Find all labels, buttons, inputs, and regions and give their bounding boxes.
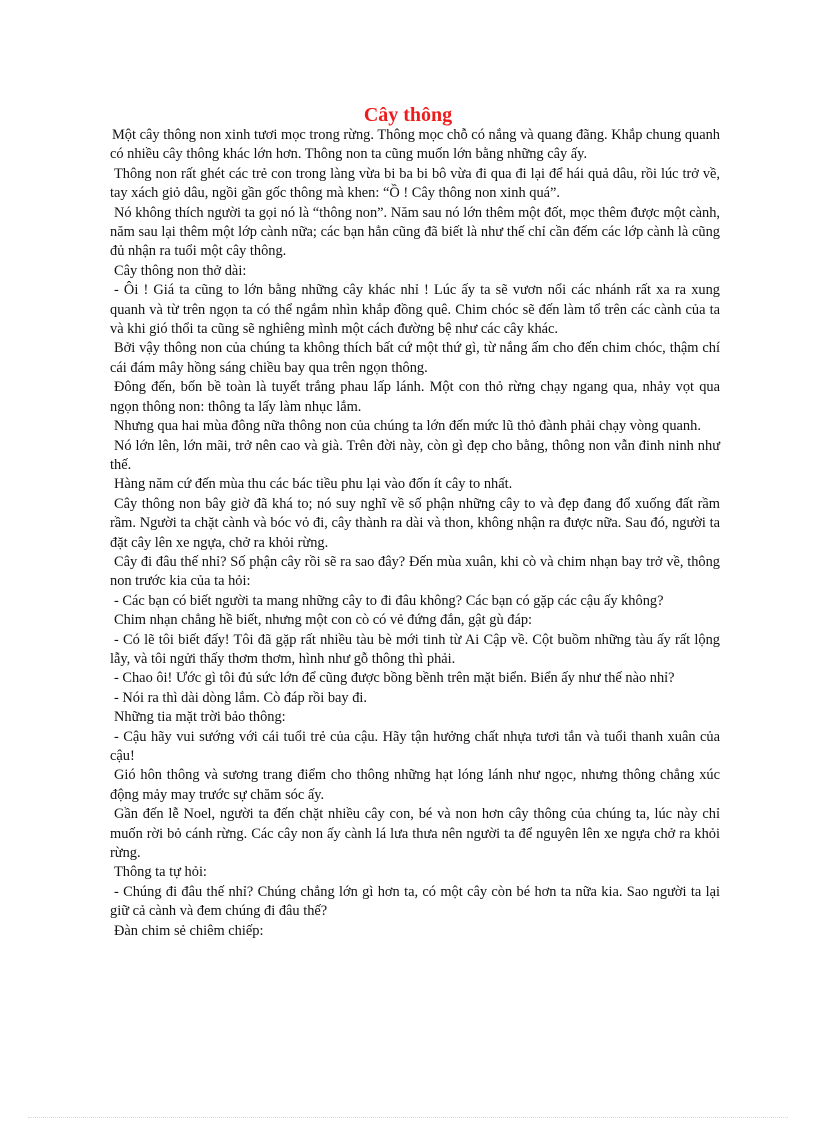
paragraph: Đàn chim sẻ chiêm chiếp: — [114, 922, 264, 939]
paragraph: Thông non rất ghét các trẻ con trong làng vừa bi ba bi bô vừa đi qua đi lại để hái quả dâu, rồi lúc trở về, tay xách giỏ dâu, ngồi gần gốc thông mà khen: “Ồ ! Cây thông non xinh quá”. — [110, 165, 720, 202]
paragraph: Nó lớn lên, lớn mãi, trở nên cao và già. Trên đời này, còn gì đẹp cho bằng, thông non vẫn đinh ninh như thế. — [110, 437, 720, 473]
paragraph: - Cậu hãy vui sướng với cái tuổi trẻ của cậu. Hãy tận hưởng chất nhựa tươi tắn và tuổi thanh xuân của cậu! — [110, 728, 720, 764]
page-bottom-divider — [28, 1117, 788, 1118]
paragraph: - Ôi ! Giá ta cũng to lớn bằng những cây khác nhỉ ! Lúc ấy ta sẽ vươn nổi các nhánh rất xa ra xung quanh và từ trên ngọn ta có thể ngắm nhìn khắp đồng quê. Chim chóc sẽ đến làm tổ trên các cành của ta và khi gió thổi ta cũng sẽ nghiêng mình một cách đường bệ như các cây khác. — [110, 282, 720, 338]
paragraph: - Chao ôi! Ước gì tôi đủ sức lớn để cũng được bồng bềnh trên mặt biển. Biển ấy như thế nào nhỉ? — [114, 670, 675, 687]
document-title: Cây thông — [363, 104, 453, 126]
paragraph: Cây đi đâu thế nhỉ? Số phận cây rồi sẽ ra sao đây? Đến mùa xuân, khi cò và chim nhạn bay trở về, thông non trước kia của ta hỏi: — [110, 553, 720, 590]
paragraph: Đông đến, bốn bề toàn là tuyết trắng phau lấp lánh. Một con thỏ rừng chạy ngang qua, nhảy vọt qua ngọn thông non: thông ta lấy làm nhục lắm. — [110, 379, 720, 415]
paragraph: Cây thông non thở dài: — [114, 262, 247, 279]
paragraph: - Nói ra thì dài dòng lắm. Cò đáp rồi bay đi. — [114, 689, 367, 706]
paragraph: Gió hôn thông và sương trang điểm cho thông những hạt lóng lánh như ngọc, nhưng thông chẳng xúc động mảy may trước sự chăm sóc ấy. — [110, 767, 720, 803]
paragraph: Cây thông non bây giờ đã khá to; nó suy nghĩ về số phận những cây to và đẹp đang đổ xuống đất rầm rầm. Người ta chặt cành và bóc vỏ đi, cây thành ra dài và thon, không nhận ra được nữa. Sau đó, người ta đặt cây lên xe ngựa, chở ra khỏi rừng. — [110, 495, 720, 551]
paragraph: - Các bạn có biết người ta mang những cây to đi đâu không? Các bạn có gặp các cậu ấy không? — [114, 592, 664, 609]
paragraph: Bởi vậy thông non của chúng ta không thích bất cứ một thứ gì, từ nắng ấm cho đến chim chóc, thậm chí cái đám mây hồng sáng chiều bay qua trên ngọn thông. — [110, 340, 720, 376]
document-body — [110, 126, 720, 941]
paragraph: - Chúng đi đâu thế nhỉ? Chúng chẳng lớn gì hơn ta, có một cây còn bé hơn ta nữa kia. Sao người ta lại giữ cả cành và đem chúng đi đâu thế? — [110, 883, 720, 920]
paragraph: Những tia mặt trời bảo thông: — [114, 709, 286, 726]
paragraph: Thông ta tự hỏi: — [114, 864, 207, 881]
paragraph: Chim nhạn chẳng hề biết, nhưng một con cò có vẻ đứng đắn, gật gù đáp: — [114, 612, 533, 629]
paragraph: Hàng năm cứ đến mùa thu các bác tiều phu lại vào đốn ít cây to nhất. — [114, 476, 513, 493]
paragraph: Gần đến lễ Noel, người ta đến chặt nhiều cây con, bé và non hơn cây thông của chúng ta, lúc này chỉ muốn rời bỏ cánh rừng. Các cây non ấy cành lá lưa thưa nên người ta để nguyên lên xe ngựa chở ra khỏi rừng. — [110, 806, 720, 862]
paragraph: Nó không thích người ta gọi nó là “thông non”. Năm sau nó lớn thêm một đốt, mọc thêm được một cành, năm sau lại thêm một lớp cành nữa; các bạn hẳn cũng đã biết là như thế chỉ cần đếm các lớp cành là cũng đủ nhận ra tuổi một cây thông. — [110, 204, 720, 260]
paragraph: Một cây thông non xinh tươi mọc trong rừng. Thông mọc chỗ có nắng và quang đãng. Khắp chung quanh có nhiều cây thông khác lớn hơn. Thông non ta cũng muốn lớn bằng những cây ấy. — [110, 127, 720, 163]
paragraph: Nhưng qua hai mùa đông nữa thông non của chúng ta lớn đến mức lũ thỏ đành phải chạy vòng quanh. — [114, 418, 701, 435]
paragraph: - Có lẽ tôi biết đấy! Tôi đã gặp rất nhiều tàu bè mới tinh từ Ai Cập về. Cột buồm những tàu ấy rất lộng lẫy, và tôi ngửi thấy thơm thơm, hình như gỗ thông thì phải. — [110, 631, 720, 667]
